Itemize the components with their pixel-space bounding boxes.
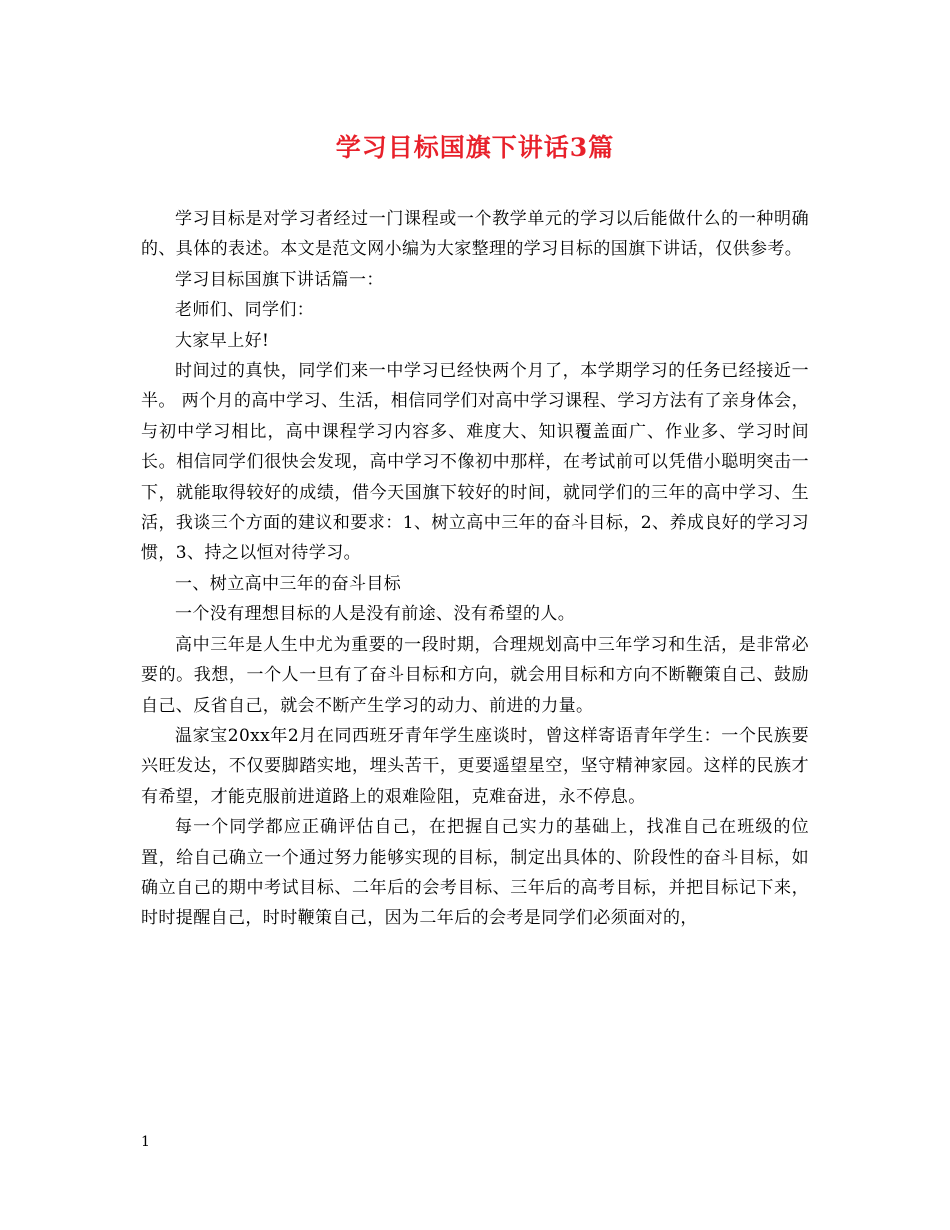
- paragraph-goal-statement: 一个没有理想目标的人是没有前途、没有希望的人。: [175, 604, 576, 625]
- paragraph-opening: 时间过的真快，同学们来一中学习已经快两个月了，本学期学习的任务已经接近一半。 两个月的高中学习、生活，相信同学们对高中学习课程、学习方法有了亲身体会，与初中学习相比，高中课程学习内容多、难度大、知识覆盖面广、作业多、学习时间长。相信同学们很快会发现，高中学习不像初中那样，在考试前可以凭借小聪明突击一下，就能取得较好的成绩，借今天国旗下较好的时间，就同学们的三年的高中学习、生活，我谈三个方面的建议和要求：1、树立高中三年的奋斗目标，2、养成良好的学习习惯，3、持之以恒对待学习。: [141, 361, 809, 564]
- paragraph-speech-heading: 学习目标国旗下讲话篇一：: [175, 269, 384, 290]
- paragraph-salutation: 老师们、同学们：: [175, 300, 315, 321]
- paragraph-self-assessment: 每一个同学都应正确评估自己，在把握自己实力的基础上，找准自己在班级的位置，给自己确立一个通过努力能够实现的目标，制定出具体的、阶段性的奋斗目标，如确立自己的期中考试目标、二年后的会考目标、三年后的高考目标，并把目标记下来，时时提醒自己，时时鞭策自己，因为二年后的会考是同学们必须面对的，: [141, 817, 809, 929]
- paragraph-greeting: 大家早上好!: [175, 330, 270, 351]
- page-number: 1: [141, 1134, 150, 1150]
- document-title: 学习目标国旗下讲话3篇: [335, 133, 615, 162]
- document-body: [141, 204, 809, 934]
- paragraph-quote: 温家宝20xx年2月在同西班牙青年学生座谈时，曾这样寄语青年学生：一个民族要兴旺发达，不仅要脚踏实地，埋头苦干，更要遥望星空，坚守精神家园。这样的民族才有希望，才能克服前进道路上的艰难险阻，克难奋进，永不停息。: [141, 725, 809, 807]
- paragraph-intro: 学习目标是对学习者经过一门课程或一个教学单元的学习以后能做什么的一种明确的、具体的表述。本文是范文网小编为大家整理的学习目标的国旗下讲话，仅供参考。: [141, 209, 809, 260]
- paragraph-planning: 高中三年是人生中尤为重要的一段时期，合理规划高中三年学习和生活，是非常必要的。我想，一个人一旦有了奋斗目标和方向，就会用目标和方向不断鞭策自己、鼓励自己、反省自己，就会不断产生学习的动力、前进的力量。: [141, 634, 809, 716]
- paragraph-section-heading: 一、树立高中三年的奋斗目标: [175, 573, 402, 594]
